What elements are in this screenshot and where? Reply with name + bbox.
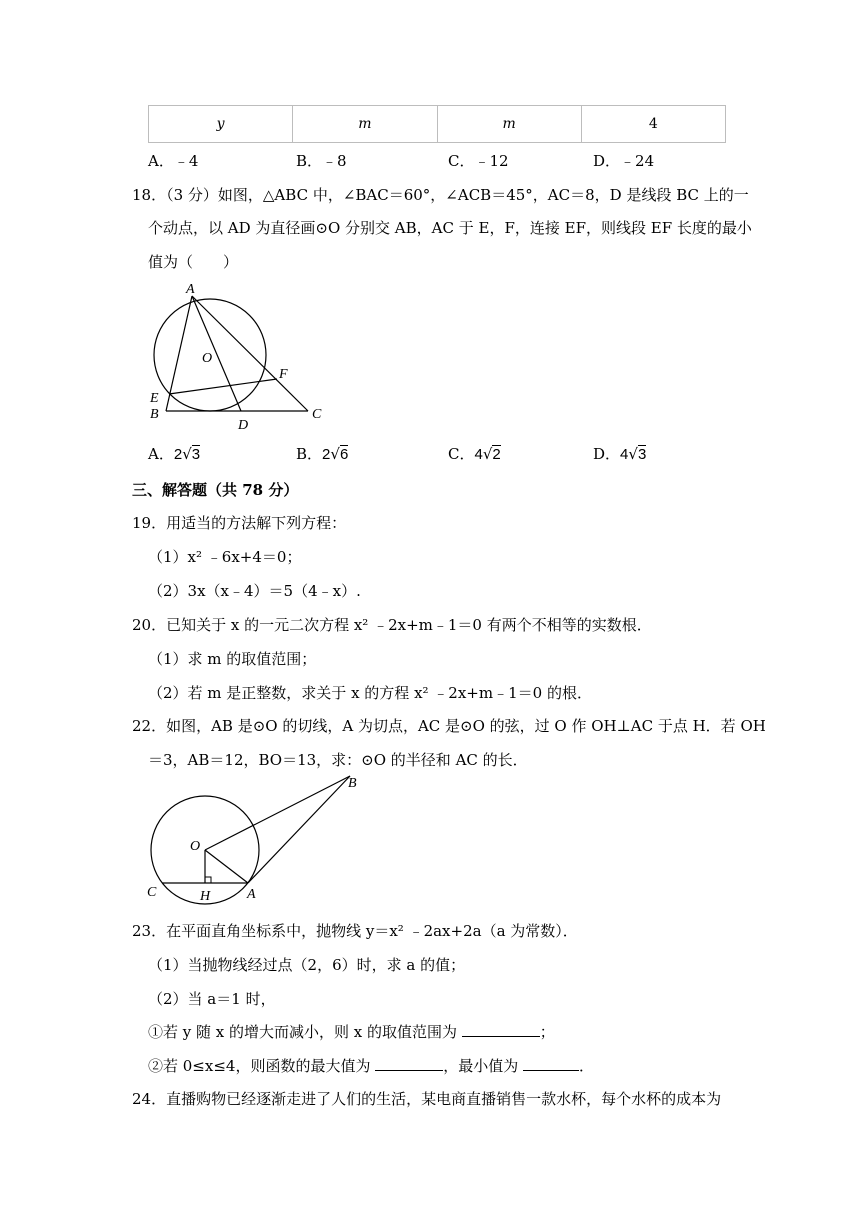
label-o: O — [202, 351, 213, 366]
table-cell: 4 — [581, 106, 725, 143]
radical-coef: 4 — [620, 446, 629, 463]
sqrt-icon: √ — [628, 445, 638, 463]
q23-part1: （1）当抛物线经过点（2，6）时，求 a 的值； — [148, 956, 466, 974]
q23-sub2 — [148, 1055, 594, 1076]
radicand: 2 — [492, 446, 501, 463]
q23-sub1-end: ； — [539, 1023, 555, 1041]
label-c: C — [312, 407, 322, 422]
q19-part1: （1）x² ﹣6x+4＝0； — [148, 548, 302, 566]
q17-option-b: B．﹣8 — [296, 152, 347, 170]
option-letter: B． — [296, 445, 323, 463]
q18-option-d — [593, 443, 646, 464]
section-title: 三、解答题（共 78 分） — [132, 481, 299, 499]
q18-stem-line1: 18．（3 分）如图，△ABC 中，∠BAC＝60°，∠ACB＝45°，AC＝8，D 是线段 BC 上的一 — [132, 186, 749, 204]
label-a: A — [186, 282, 195, 297]
q23-sub2-text: ②若 0≤x≤4，则函数的最大值为 — [148, 1057, 371, 1075]
answer-blank[interactable] — [523, 1056, 579, 1071]
table-cell: m — [437, 106, 581, 143]
q19-part2: （2）3x（x﹣4）＝5（4﹣x）. — [148, 582, 361, 600]
table-cell: y — [149, 106, 293, 143]
radicand: 6 — [339, 446, 349, 463]
q23-sub2-end: ． — [579, 1057, 595, 1075]
value-table — [148, 105, 726, 143]
q18-stem-line2: 个动点，以 AD 为直径画⊙O 分别交 AB，AC 于 E，F，连接 EF，则线段 EF 长度的最小 — [148, 219, 752, 237]
answer-blank[interactable] — [375, 1056, 443, 1071]
radicand: 3 — [191, 446, 201, 463]
q18-option-c — [448, 443, 501, 464]
table-row — [149, 106, 726, 143]
q24-stem-line1: 24．直播购物已经逐渐走进了人们的生活，某电商直播销售一款水杯，每个水杯的成本为 — [132, 1090, 722, 1108]
label-e: E — [150, 391, 159, 406]
sqrt-icon: √ — [482, 445, 493, 463]
radical-coef: 2 — [173, 446, 183, 463]
q18-option-a — [148, 443, 200, 464]
radical-coef: 2 — [322, 446, 331, 463]
segment-ab — [248, 776, 350, 883]
q18-stem-line3: 值为（ ） — [148, 253, 239, 271]
q17-option-c: C．﹣12 — [448, 152, 509, 170]
q18-option-b — [296, 443, 348, 464]
label-a: A — [247, 887, 256, 902]
label-d: D — [238, 418, 249, 433]
label-f: F — [279, 367, 288, 382]
label-c: C — [147, 885, 157, 900]
label-o: O — [190, 839, 201, 854]
option-letter: D． — [593, 445, 621, 463]
right-angle-mark — [205, 877, 211, 883]
answer-blank[interactable] — [462, 1022, 540, 1037]
q23-sub1 — [148, 1021, 555, 1042]
q22-stem-line1: 22．如图，AB 是⊙O 的切线，A 为切点，AC 是⊙O 的弦，过 O 作 OH⊥AC 于点 H．若 OH — [132, 717, 766, 735]
table-cell: m — [293, 106, 437, 143]
option-letter: C． — [448, 445, 475, 463]
q18-figure — [140, 282, 340, 432]
q22-stem-line2: ＝3，AB＝12，BO＝13，求：⊙O 的半径和 AC 的长． — [148, 751, 528, 769]
q19-stem: 19．用适当的方法解下列方程： — [132, 514, 347, 532]
q20-stem: 20．已知关于 x 的一元二次方程 x² ﹣2x+m﹣1＝0 有两个不相等的实数根． — [132, 616, 652, 634]
q23-sub1-text: ①若 y 随 x 的增大而减小，则 x 的取值范围为 — [148, 1023, 458, 1041]
segment-ad — [192, 296, 241, 411]
option-letter: A． — [148, 445, 174, 463]
q20-part2: （2）若 m 是正整数，求关于 x 的方程 x² ﹣2x+m﹣1＝0 的根． — [148, 684, 592, 702]
label-b: B — [150, 407, 159, 422]
label-b: B — [348, 776, 357, 791]
q22-figure — [140, 772, 370, 902]
q23-stem: 23．在平面直角坐标系中，抛物线 y＝x² ﹣2ax+2a（a 为常数）． — [132, 922, 578, 940]
radical-coef: 4 — [474, 446, 483, 463]
sqrt-icon: √ — [182, 445, 192, 463]
label-h: H — [200, 889, 211, 904]
q17-option-a: A．﹣4 — [148, 152, 199, 170]
radicand: 3 — [637, 446, 647, 463]
segment-ob — [205, 776, 350, 850]
q17-option-d: D．﹣24 — [593, 152, 655, 170]
q23-part2: （2）当 a＝1 时， — [148, 990, 276, 1008]
segment-ef — [169, 379, 277, 394]
sqrt-icon: √ — [330, 445, 340, 463]
q20-part1: （1）求 m 的取值范围； — [148, 650, 317, 668]
q23-sub2-mid: ，最小值为 — [443, 1057, 519, 1075]
